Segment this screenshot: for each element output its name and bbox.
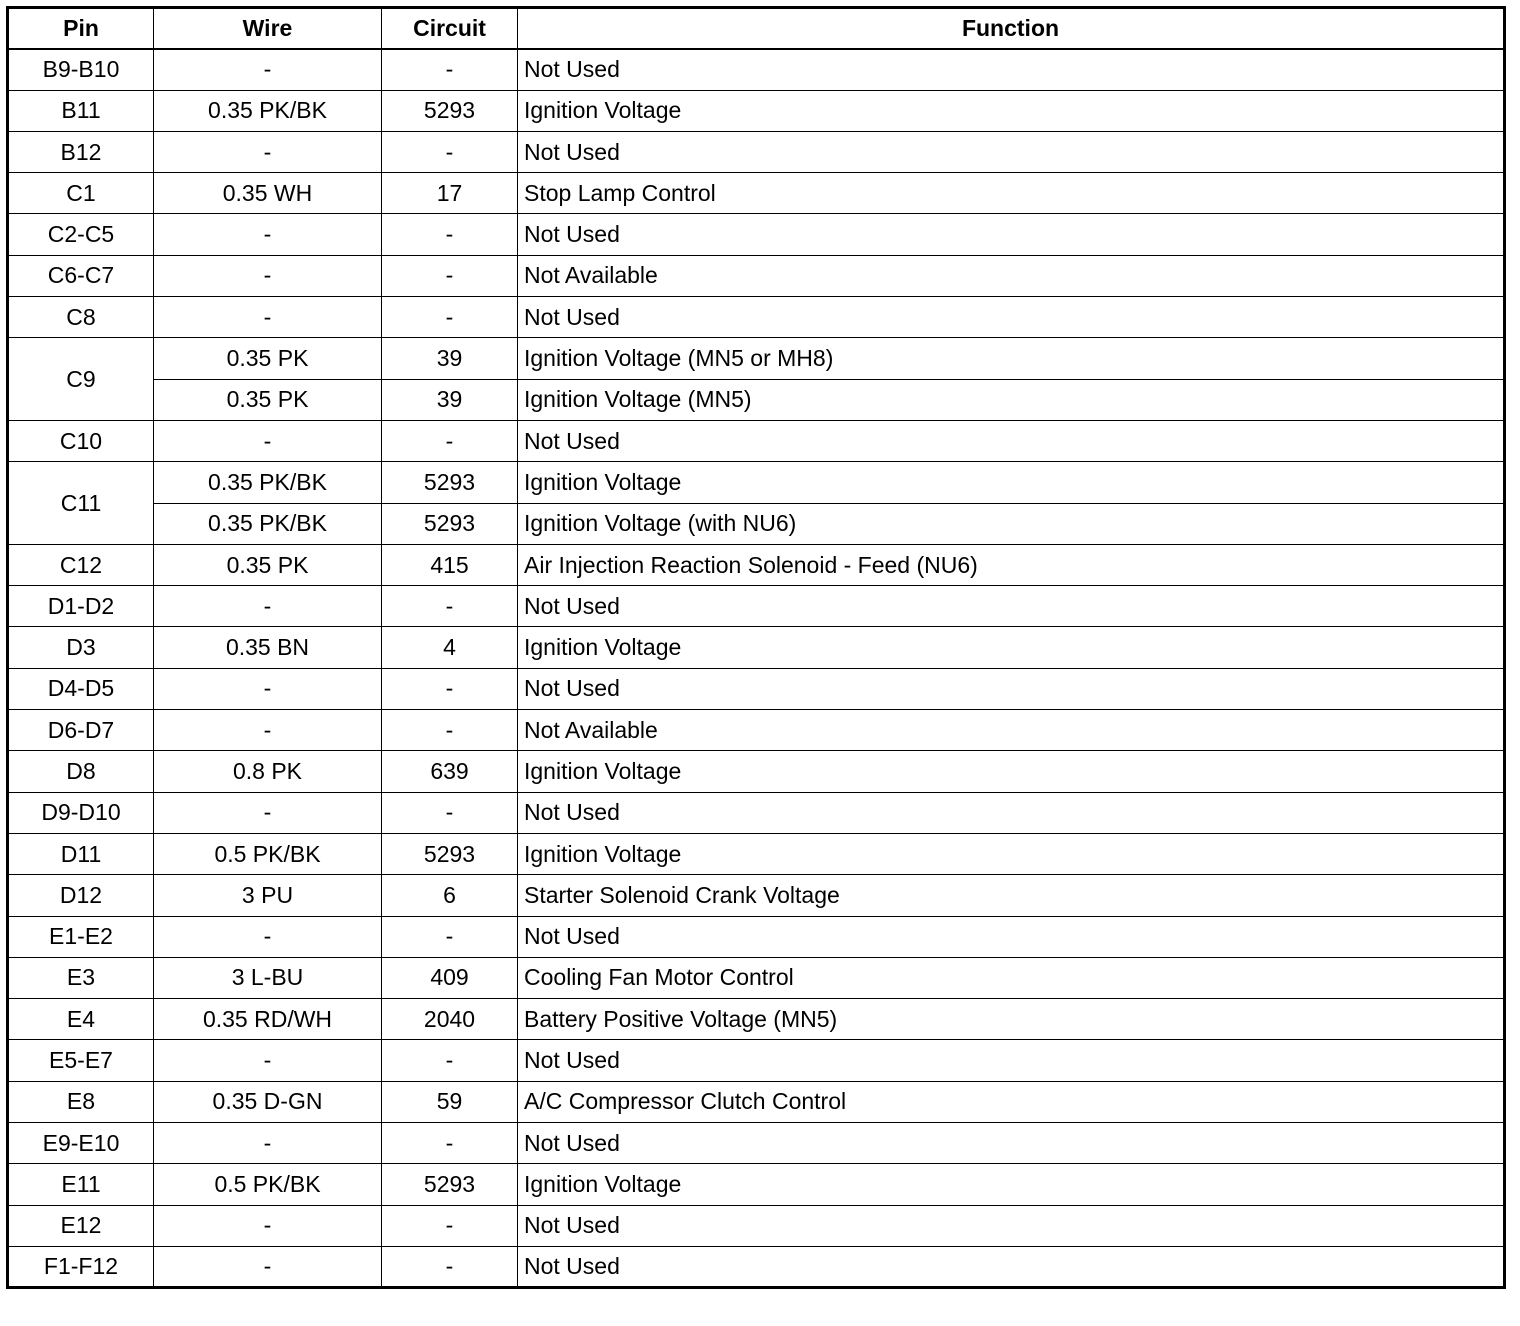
- table-row: [8, 173, 1505, 214]
- function-cell: Not Used: [518, 916, 1505, 957]
- pin-cell: E8: [8, 1081, 154, 1122]
- function-cell: Not Used: [518, 1040, 1505, 1081]
- circuit-cell: 4: [382, 627, 518, 668]
- pin-cell: C12: [8, 544, 154, 585]
- header-wire: Wire: [154, 8, 382, 49]
- function-cell: Cooling Fan Motor Control: [518, 957, 1505, 998]
- table-row: [8, 544, 1505, 585]
- pin-cell: B9-B10: [8, 49, 154, 90]
- table-row: [8, 338, 1505, 379]
- circuit-cell: -: [382, 586, 518, 627]
- wire-cell: -: [154, 916, 382, 957]
- function-cell: Not Used: [518, 420, 1505, 461]
- header-row: [8, 8, 1505, 49]
- wire-cell: -: [154, 1205, 382, 1246]
- function-cell: Not Used: [518, 49, 1505, 90]
- wire-cell: -: [154, 668, 382, 709]
- circuit-cell: 39: [382, 379, 518, 420]
- function-cell: Ignition Voltage: [518, 751, 1505, 792]
- table-row: [8, 627, 1505, 668]
- circuit-cell: -: [382, 1246, 518, 1287]
- pin-cell: E1-E2: [8, 916, 154, 957]
- wire-cell: -: [154, 1246, 382, 1287]
- wire-cell: -: [154, 214, 382, 255]
- function-cell: A/C Compressor Clutch Control: [518, 1081, 1505, 1122]
- wire-cell: 0.35 PK/BK: [154, 90, 382, 131]
- wire-cell: 0.35 PK/BK: [154, 503, 382, 544]
- circuit-cell: 409: [382, 957, 518, 998]
- table-row: [8, 586, 1505, 627]
- wire-cell: -: [154, 297, 382, 338]
- circuit-cell: -: [382, 297, 518, 338]
- circuit-cell: 2040: [382, 999, 518, 1040]
- pin-cell: D12: [8, 875, 154, 916]
- pin-cell: D3: [8, 627, 154, 668]
- function-cell: Ignition Voltage (MN5 or MH8): [518, 338, 1505, 379]
- wire-cell: 3 PU: [154, 875, 382, 916]
- pin-cell: C9: [8, 338, 154, 421]
- table-row: [8, 49, 1505, 90]
- circuit-cell: -: [382, 1205, 518, 1246]
- header-pin: Pin: [8, 8, 154, 49]
- pin-cell: C6-C7: [8, 255, 154, 296]
- pin-cell: B12: [8, 131, 154, 172]
- table-row: [8, 833, 1505, 874]
- wire-cell: 0.35 PK: [154, 338, 382, 379]
- table-body: [8, 49, 1505, 1288]
- wire-cell: 0.35 PK: [154, 379, 382, 420]
- function-cell: Not Used: [518, 1123, 1505, 1164]
- circuit-cell: -: [382, 792, 518, 833]
- pin-cell: E5-E7: [8, 1040, 154, 1081]
- table-row: [8, 131, 1505, 172]
- function-cell: Not Available: [518, 710, 1505, 751]
- wire-cell: -: [154, 586, 382, 627]
- table-row: [8, 1164, 1505, 1205]
- pin-cell: E4: [8, 999, 154, 1040]
- wire-cell: -: [154, 49, 382, 90]
- table-row: [8, 1040, 1505, 1081]
- table-row: [8, 90, 1505, 131]
- function-cell: Ignition Voltage: [518, 627, 1505, 668]
- function-cell: Not Used: [518, 586, 1505, 627]
- table-row: [8, 1123, 1505, 1164]
- pin-cell: D4-D5: [8, 668, 154, 709]
- function-cell: Not Used: [518, 297, 1505, 338]
- table-row: [8, 297, 1505, 338]
- wire-cell: -: [154, 710, 382, 751]
- wire-cell: 3 L-BU: [154, 957, 382, 998]
- circuit-cell: -: [382, 131, 518, 172]
- wire-cell: -: [154, 420, 382, 461]
- table-row: [8, 379, 1505, 420]
- wire-cell: 0.35 PK: [154, 544, 382, 585]
- circuit-cell: 5293: [382, 503, 518, 544]
- wire-cell: 0.35 RD/WH: [154, 999, 382, 1040]
- circuit-cell: -: [382, 1040, 518, 1081]
- function-cell: Ignition Voltage: [518, 833, 1505, 874]
- function-cell: Not Used: [518, 1246, 1505, 1287]
- circuit-cell: 5293: [382, 1164, 518, 1205]
- circuit-cell: 39: [382, 338, 518, 379]
- pin-table: [6, 6, 1506, 1289]
- function-cell: Not Used: [518, 1205, 1505, 1246]
- table-row: [8, 710, 1505, 751]
- wire-cell: -: [154, 1123, 382, 1164]
- pin-cell: E3: [8, 957, 154, 998]
- wire-cell: -: [154, 255, 382, 296]
- function-cell: Not Used: [518, 668, 1505, 709]
- wire-cell: -: [154, 1040, 382, 1081]
- table-row: [8, 916, 1505, 957]
- function-cell: Not Used: [518, 214, 1505, 255]
- wire-cell: 0.35 BN: [154, 627, 382, 668]
- function-cell: Battery Positive Voltage (MN5): [518, 999, 1505, 1040]
- table-row: [8, 1246, 1505, 1287]
- circuit-cell: -: [382, 710, 518, 751]
- function-cell: Ignition Voltage (with NU6): [518, 503, 1505, 544]
- header-circuit: Circuit: [382, 8, 518, 49]
- pin-cell: D1-D2: [8, 586, 154, 627]
- wire-cell: 0.8 PK: [154, 751, 382, 792]
- circuit-cell: -: [382, 668, 518, 709]
- circuit-cell: -: [382, 214, 518, 255]
- table-row: [8, 875, 1505, 916]
- table-row: [8, 420, 1505, 461]
- pin-cell: C2-C5: [8, 214, 154, 255]
- function-cell: Not Used: [518, 131, 1505, 172]
- pin-cell: D9-D10: [8, 792, 154, 833]
- function-cell: Ignition Voltage (MN5): [518, 379, 1505, 420]
- circuit-cell: 639: [382, 751, 518, 792]
- circuit-cell: 5293: [382, 90, 518, 131]
- wire-cell: 0.5 PK/BK: [154, 1164, 382, 1205]
- function-cell: Air Injection Reaction Solenoid - Feed (NU6): [518, 544, 1505, 585]
- pin-cell: C10: [8, 420, 154, 461]
- wire-cell: 0.35 PK/BK: [154, 462, 382, 503]
- circuit-cell: 415: [382, 544, 518, 585]
- function-cell: Ignition Voltage: [518, 462, 1505, 503]
- table-row: [8, 1205, 1505, 1246]
- circuit-cell: 17: [382, 173, 518, 214]
- table-row: [8, 255, 1505, 296]
- function-cell: Not Used: [518, 792, 1505, 833]
- table-row: [8, 751, 1505, 792]
- function-cell: Stop Lamp Control: [518, 173, 1505, 214]
- pin-cell: E9-E10: [8, 1123, 154, 1164]
- pin-cell: E12: [8, 1205, 154, 1246]
- table-row: [8, 462, 1505, 503]
- circuit-cell: 5293: [382, 833, 518, 874]
- table-row: [8, 999, 1505, 1040]
- wire-cell: 0.35 D-GN: [154, 1081, 382, 1122]
- circuit-cell: -: [382, 255, 518, 296]
- table-row: [8, 957, 1505, 998]
- pin-cell: D8: [8, 751, 154, 792]
- circuit-cell: -: [382, 420, 518, 461]
- function-cell: Not Available: [518, 255, 1505, 296]
- pin-cell: D6-D7: [8, 710, 154, 751]
- wire-cell: 0.35 WH: [154, 173, 382, 214]
- function-cell: Ignition Voltage: [518, 90, 1505, 131]
- pin-cell: B11: [8, 90, 154, 131]
- wire-cell: -: [154, 131, 382, 172]
- circuit-cell: -: [382, 916, 518, 957]
- wire-cell: -: [154, 792, 382, 833]
- pin-cell: C1: [8, 173, 154, 214]
- pin-cell: F1-F12: [8, 1246, 154, 1287]
- circuit-cell: 59: [382, 1081, 518, 1122]
- table-row: [8, 1081, 1505, 1122]
- pin-cell: E11: [8, 1164, 154, 1205]
- pin-cell: C8: [8, 297, 154, 338]
- pin-cell: D11: [8, 833, 154, 874]
- circuit-cell: 5293: [382, 462, 518, 503]
- pin-cell: C11: [8, 462, 154, 545]
- function-cell: Starter Solenoid Crank Voltage: [518, 875, 1505, 916]
- table-row: [8, 792, 1505, 833]
- circuit-cell: 6: [382, 875, 518, 916]
- table-row: [8, 503, 1505, 544]
- wire-cell: 0.5 PK/BK: [154, 833, 382, 874]
- header-function: Function: [518, 8, 1505, 49]
- table-row: [8, 214, 1505, 255]
- circuit-cell: -: [382, 1123, 518, 1164]
- function-cell: Ignition Voltage: [518, 1164, 1505, 1205]
- table-row: [8, 668, 1505, 709]
- circuit-cell: -: [382, 49, 518, 90]
